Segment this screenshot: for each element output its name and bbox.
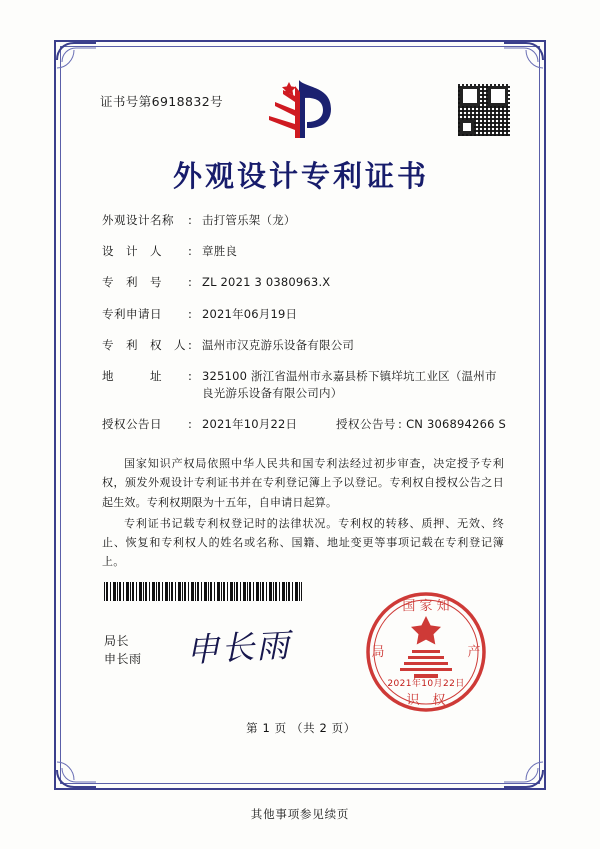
page-title: 外观设计专利证书: [172, 159, 429, 193]
field-patentee: [102, 337, 506, 354]
footer-note: 其他事项参见续页: [250, 807, 350, 821]
svg-text:识 权: 识 权: [406, 693, 446, 708]
field-patent-number: [102, 274, 506, 291]
field-colon: :: [188, 337, 192, 352]
field-value-line1: 325100 浙江省温州市永嘉县桥下镇垟坑工业区（温州市: [202, 368, 497, 383]
legal-text: [102, 454, 504, 574]
field-value-wrapper: [202, 416, 506, 433]
field-value: 击打管乐架（龙）: [202, 213, 296, 227]
field-label: 专利申请日: [102, 306, 162, 321]
announcement-number: CN 306894266 S: [406, 416, 506, 431]
field-designer: [102, 243, 506, 260]
announcement-number-label: 授权公告号: [336, 416, 396, 431]
field-address: [102, 368, 506, 401]
field-value-wrapper: [202, 368, 506, 401]
handwritten-signature: 申长雨: [185, 625, 293, 670]
signature-title-line1: 局长: [104, 634, 130, 648]
seal-date: 2021年10月22日: [387, 679, 465, 689]
field-design-name: [102, 212, 506, 229]
field-colon: :: [188, 275, 192, 290]
field-list: [102, 212, 506, 447]
certificate-content: [78, 62, 524, 770]
field-value: 温州市汉克游乐设备有限公司: [202, 337, 355, 352]
field-application-date: [102, 306, 506, 323]
field-label: 授权公告日: [102, 416, 162, 431]
qr-code: [458, 84, 510, 136]
cnipa-logo: [253, 76, 349, 142]
field-label: 外观设计名称: [102, 213, 174, 227]
field-value-line2: 良光游乐设备有限公司内）: [202, 385, 343, 400]
field-value: 章胜良: [202, 244, 238, 259]
certificate-number: 证书号第6918832号: [100, 94, 223, 109]
legal-paragraph-1: 国家知识产权局依照中华人民共和国专利法经过初步审查，决定授予专利权，颁发外观设计专利证书并在专利登记簿上予以登记。专利权自授权公告之日起生效。专利权期限为十五年，自申请日起算。: [102, 457, 504, 509]
field-label: 专 利 号: [102, 275, 162, 290]
field-label: 设 计 人: [102, 244, 162, 259]
field-colon: :: [188, 368, 192, 383]
svg-text:局: 局: [371, 645, 385, 660]
field-value: ZL 2021 3 0380963.X: [202, 275, 331, 290]
field-value: 2021年06月19日: [202, 306, 298, 321]
barcode: [104, 582, 302, 601]
field-label: 专 利 权 人: [102, 337, 186, 352]
signature-title: [104, 632, 142, 668]
field-colon: :: [188, 213, 192, 227]
official-red-seal: [364, 590, 488, 714]
field-colon: :: [188, 416, 192, 431]
signature-title-line2: 申长雨: [104, 652, 142, 666]
spacer: [314, 416, 336, 433]
announcement-number-colon: :: [398, 416, 403, 431]
legal-paragraph-2: 专利证书记载专利权登记时的法律状况。专利权的转移、质押、无效、终止、恢复和专利权人的姓名或名称、国籍、地址变更等事项记载在专利登记簿上。: [102, 516, 504, 569]
field-colon: :: [188, 306, 192, 321]
announcement-date: 2021年10月22日: [202, 416, 298, 431]
field-label: 地 址: [102, 368, 162, 383]
svg-text:国 家 知: 国 家 知: [402, 599, 450, 614]
field-announcement: [102, 416, 506, 433]
page-number: 第 1 页 （共 2 页）: [246, 721, 356, 735]
svg-text:产: 产: [467, 645, 481, 660]
field-colon: :: [188, 244, 192, 259]
